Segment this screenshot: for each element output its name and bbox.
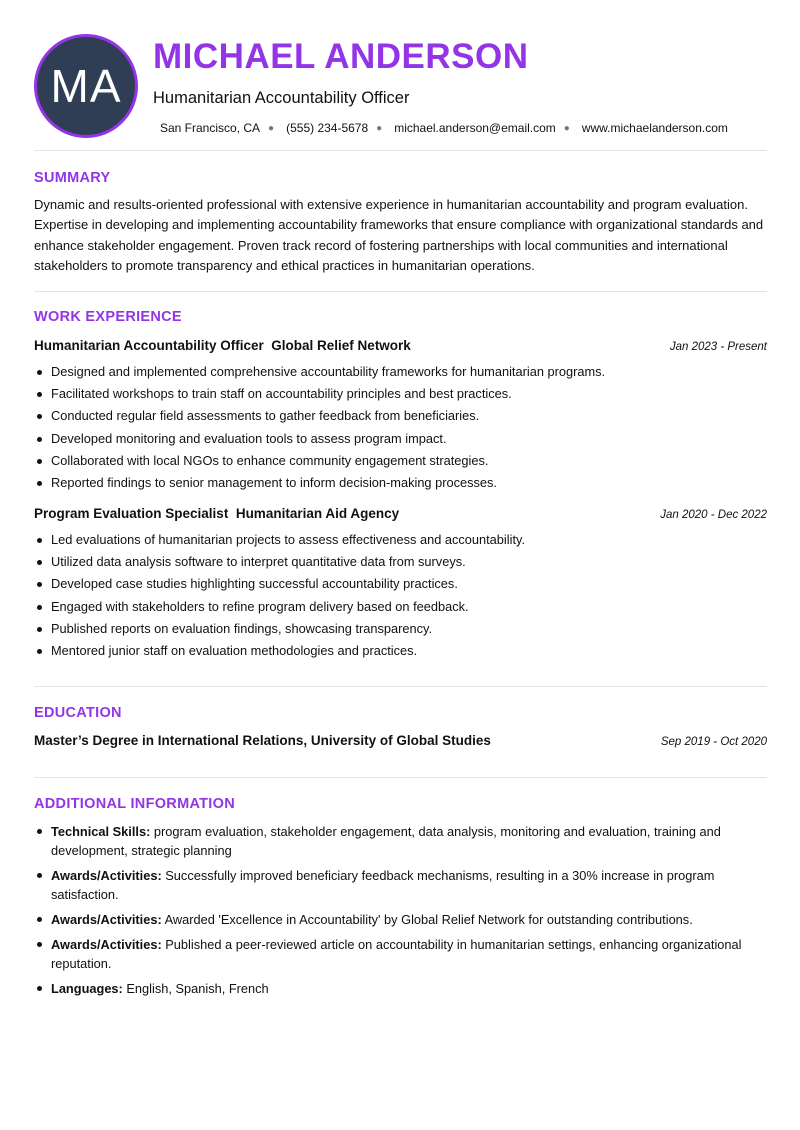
contact-phone[interactable]: (555) 234-5678: [286, 121, 369, 135]
item-label: Technical Skills:: [51, 824, 151, 839]
divider: [34, 777, 767, 778]
item-text: English, Spanish, French: [122, 981, 269, 996]
degree: Master’s Degree in International Relations, University of Global Studies: [34, 733, 491, 748]
avatar-initials: MA: [50, 60, 122, 112]
job-title-company: Humanitarian Accountability Officer Global Relief Network: [34, 338, 411, 353]
contact-website[interactable]: www.michaelanderson.com: [581, 121, 728, 135]
list-item: [34, 979, 767, 998]
item-text: program evaluation, stakeholder engagement, data analysis, monitoring and evaluation, training and development, strategic planning: [51, 824, 721, 858]
job-header: [34, 506, 767, 521]
separator-dot: ●: [376, 122, 383, 134]
item-text: Published a peer-reviewed article on accountability in humanitarian settings, enhancing organizational reputation.: [51, 937, 742, 971]
list-item: Published reports on evaluation findings, showcasing transparency.: [34, 620, 767, 642]
list-item: Facilitated workshops to train staff on accountability principles and best practices.: [34, 385, 767, 407]
job-header: [34, 338, 767, 353]
list-item: Led evaluations of humanitarian projects to assess effectiveness and accountability.: [34, 531, 767, 553]
item-text: Successfully improved beneficiary feedback mechanisms, resulting in a 30% increase in program satisfaction.: [51, 868, 715, 902]
summary-heading: SUMMARY: [34, 170, 111, 186]
summary-text: Dynamic and results-oriented professional with extensive experience in humanitarian accountability and program evaluation. Expertise in developing and implementing accountability frameworks that ensure compliance with organizational standards and enhance stakeholder engagement. Proven track record of fostering partnerships with local communities and international stakeholders to promote transparency and ethical practices in humanitarian operations.: [34, 197, 764, 273]
contact-location: San Francisco, CA: [160, 121, 261, 135]
list-item: Reported findings to senior management to inform decision-making processes.: [34, 474, 767, 496]
education-entry: [34, 733, 767, 748]
additional-info-heading: ADDITIONAL INFORMATION: [34, 796, 235, 812]
list-item: Designed and implemented comprehensive accountability frameworks for humanitarian programs.: [34, 363, 767, 385]
item-label: Awards/Activities:: [51, 937, 162, 952]
contact-bar: [160, 121, 728, 135]
job-title: Humanitarian Accountability Officer: [153, 89, 410, 107]
separator-dot: ●: [563, 122, 570, 134]
list-item: Mentored junior staff on evaluation methodologies and practices.: [34, 642, 767, 664]
list-item: [34, 935, 767, 973]
item-text: Awarded 'Excellence in Accountability' by Global Relief Network for outstanding contributions.: [161, 912, 693, 927]
item-label: Awards/Activities:: [51, 912, 162, 927]
divider: [34, 291, 767, 292]
job-title-company: Program Evaluation Specialist Humanitarian Aid Agency: [34, 506, 400, 521]
contact-email[interactable]: michael.anderson@email.com: [394, 121, 556, 135]
item-label: Languages:: [51, 981, 123, 996]
list-item: Collaborated with local NGOs to enhance community engagement strategies.: [34, 452, 767, 474]
item-label: Awards/Activities:: [51, 868, 162, 883]
avatar: [34, 34, 138, 138]
list-item: Engaged with stakeholders to refine program delivery based on feedback.: [34, 598, 767, 620]
job-bullet-list: [34, 531, 767, 664]
separator-dot: ●: [268, 122, 275, 134]
list-item: Developed monitoring and evaluation tools to assess program impact.: [34, 430, 767, 452]
job-bullet-list: [34, 363, 767, 496]
additional-info-list: [34, 822, 767, 1004]
list-item: [34, 822, 767, 860]
list-item: [34, 866, 767, 904]
job-dates: Jan 2020 - Dec 2022: [660, 509, 767, 521]
work-experience-heading: WORK EXPERIENCE: [34, 309, 182, 325]
divider: [34, 150, 767, 151]
education-heading: EDUCATION: [34, 705, 122, 721]
list-item: Utilized data analysis software to interpret quantitative data from surveys.: [34, 553, 767, 575]
candidate-name: MICHAEL ANDERSON: [153, 37, 529, 76]
job-dates: Jan 2023 - Present: [669, 341, 767, 353]
list-item: Conducted regular field assessments to gather feedback from beneficiaries.: [34, 407, 767, 429]
education-dates: Sep 2019 - Oct 2020: [660, 736, 767, 748]
divider: [34, 686, 767, 687]
list-item: [34, 910, 767, 929]
list-item: Developed case studies highlighting successful accountability practices.: [34, 575, 767, 597]
